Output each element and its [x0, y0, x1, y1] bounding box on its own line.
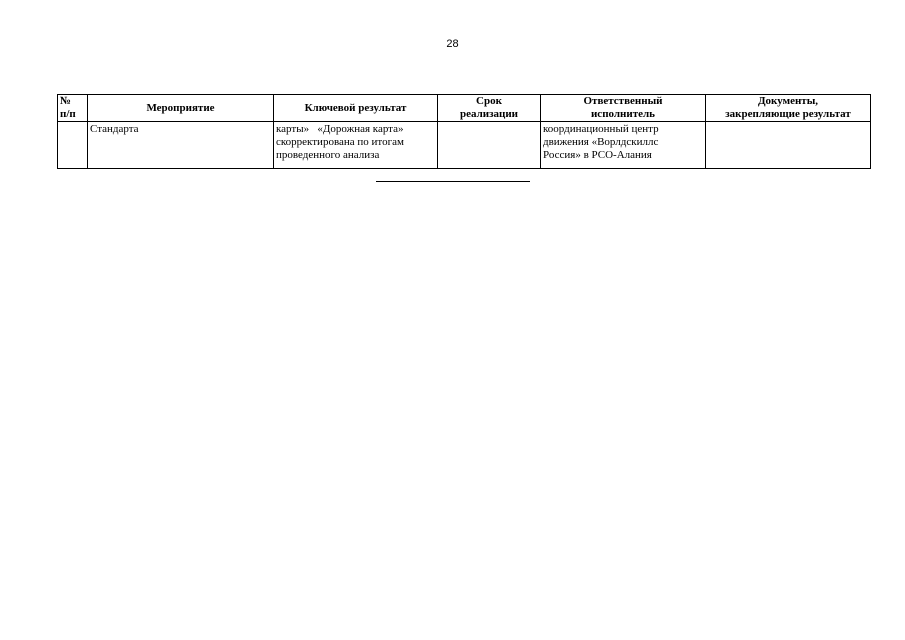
cell-executor-line-1: координационный центр — [543, 123, 659, 135]
header-term — [438, 95, 541, 122]
cell-key-result — [274, 122, 438, 169]
table-row — [58, 122, 871, 169]
cell-number — [58, 122, 88, 169]
header-key-result-label: Ключевой результат — [304, 101, 407, 114]
table-header-row — [58, 95, 871, 122]
header-executor-line-1: Ответственный — [583, 95, 663, 107]
cell-executor-line-3: Россия» в РСО-Алания — [543, 149, 652, 161]
cell-documents — [706, 122, 871, 169]
cell-executor — [541, 122, 706, 169]
cell-event-text: Стандарта — [90, 123, 139, 135]
cell-event — [88, 122, 274, 169]
cell-term — [438, 122, 541, 169]
header-number-line-1: № — [60, 95, 72, 107]
header-documents-line-2: закрепляющие результат — [725, 108, 851, 120]
measures-table — [57, 94, 871, 169]
cell-key-result-line-1: карты» «Дорожная карта» — [276, 123, 404, 135]
header-event — [88, 95, 274, 122]
cell-key-result-line-3: проведенного анализа — [276, 149, 380, 161]
header-documents — [706, 95, 871, 122]
header-executor — [541, 95, 706, 122]
footnote-separator-line — [376, 181, 530, 182]
header-key-result — [274, 95, 438, 122]
cell-key-result-line-2: скорректирована по итогам — [276, 136, 404, 148]
header-number-line-2: п/п — [60, 108, 76, 120]
header-number — [58, 95, 88, 122]
cell-executor-line-2: движения «Ворлдскиллс — [543, 136, 659, 148]
header-executor-line-2: исполнитель — [590, 108, 656, 120]
header-documents-line-1: Документы, — [757, 95, 819, 107]
header-term-line-1: Срок — [476, 95, 502, 107]
page-number: 28 — [446, 38, 459, 50]
header-term-line-2: реализации — [459, 108, 519, 120]
header-event-label: Мероприятие — [146, 101, 215, 114]
